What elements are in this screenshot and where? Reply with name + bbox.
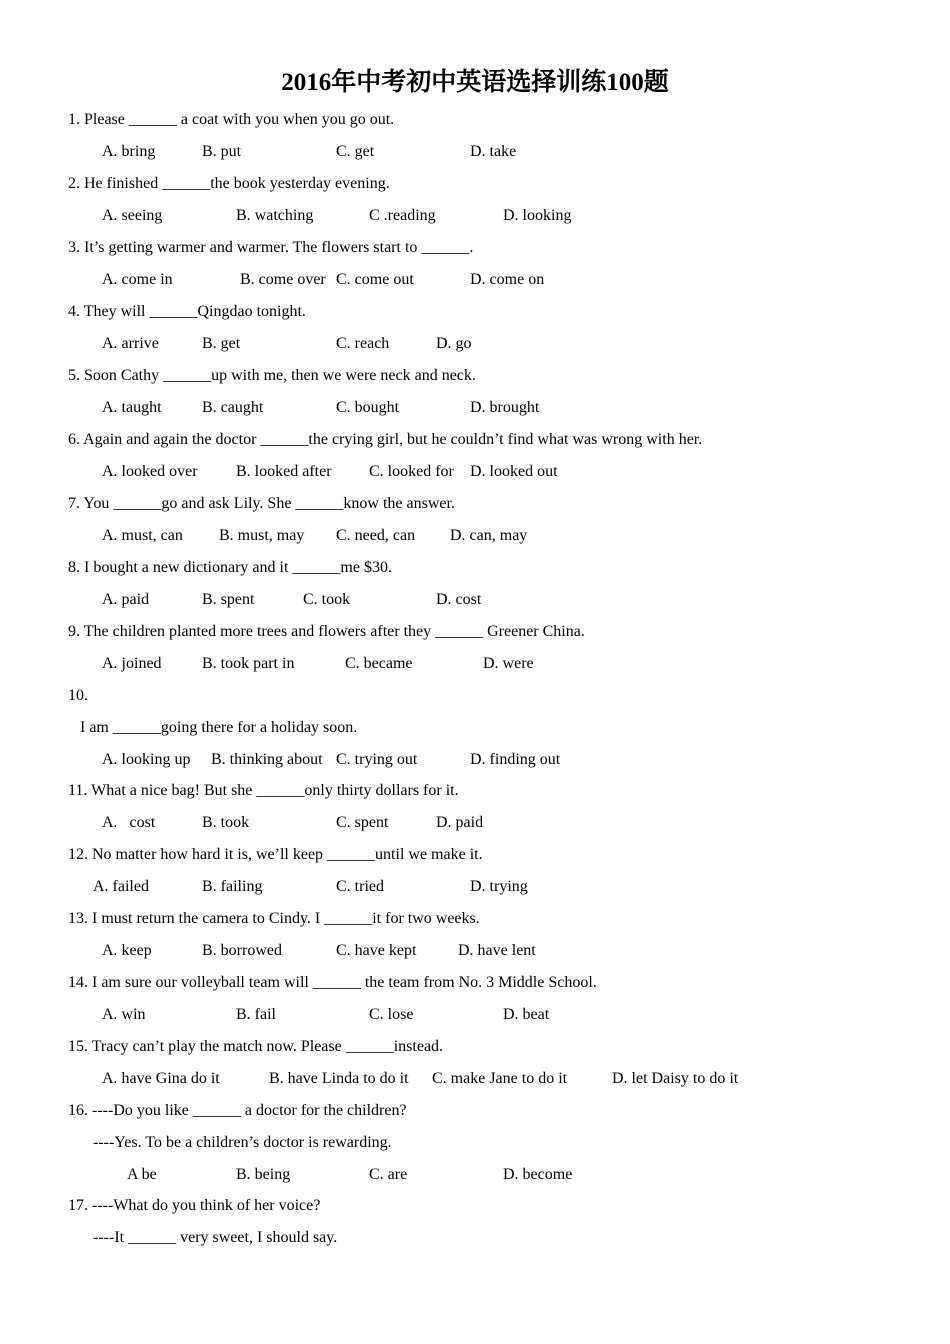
question-4-option-b: B. get	[202, 335, 241, 352]
question-12-option-d: D. trying	[470, 878, 528, 895]
question-5-option-a: A. taught	[102, 399, 162, 416]
question-17-stem: 17. ----What do you think of her voice?	[68, 1197, 321, 1214]
question-12-option-b: B. failing	[202, 878, 263, 895]
question-9-stem: 9. The children planted more trees and flowers after they ______ Greener China.	[68, 623, 585, 640]
question-7-option-c: C. need, can	[336, 527, 416, 544]
question-1-stem: 1. Please ______ a coat with you when you go out.	[68, 111, 395, 128]
question-6-option-b: B. looked after	[236, 463, 332, 480]
question-3-option-d: D. come on	[470, 271, 545, 288]
question-14-option-a: A. win	[102, 1006, 146, 1023]
question-13-option-c: C. have kept	[336, 942, 417, 959]
question-12-option-c: C. tried	[336, 878, 384, 895]
question-14-stem: 14. I am sure our volleyball team will ______ the team from No. 3 Middle School.	[68, 974, 597, 991]
question-15-option-c: C. make Jane to do it	[432, 1070, 568, 1087]
question-13-stem: 13. I must return the camera to Cindy. I ______it for two weeks.	[68, 910, 480, 927]
question-2-option-d: D. looking	[503, 207, 572, 224]
question-17-reply: ----It ______ very sweet, I should say.	[93, 1229, 338, 1246]
question-10-stem: I am ______going there for a holiday soon.	[80, 719, 358, 736]
question-2-option-b: B. watching	[236, 207, 314, 224]
question-8-stem: 8. I bought a new dictionary and it ______me $30.	[68, 559, 392, 576]
question-9-option-b: B. took part in	[202, 655, 295, 672]
question-6-stem: 6. Again and again the doctor ______the crying girl, but he couldn’t find what was wrong with her.	[68, 431, 703, 448]
question-6-option-c: C. looked for	[369, 463, 454, 480]
question-4-stem: 4. They will ______Qingdao tonight.	[68, 303, 306, 320]
question-4-option-d: D. go	[436, 335, 472, 352]
question-1-option-d: D. take	[470, 143, 517, 160]
question-1-option-b: B. put	[202, 143, 242, 160]
question-16-option-c: C. are	[369, 1166, 408, 1183]
question-8-option-d: D. cost	[436, 591, 482, 608]
question-11-option-d: D. paid	[436, 814, 484, 831]
question-9-option-a: A. joined	[102, 655, 162, 672]
question-5-stem: 5. Soon Cathy ______up with me, then we were neck and neck.	[68, 367, 476, 384]
question-14-option-c: C. lose	[369, 1006, 414, 1023]
question-6-option-a: A. looked over	[102, 463, 198, 480]
question-2-stem: 2. He finished ______the book yesterday evening.	[68, 175, 390, 192]
question-3-option-c: C. come out	[336, 271, 414, 288]
question-14-option-b: B. fail	[236, 1006, 276, 1023]
question-5-option-d: D. brought	[470, 399, 540, 416]
question-7-option-b: B. must, may	[219, 527, 305, 544]
question-8-option-b: B. spent	[202, 591, 255, 608]
question-3-stem: 3. It’s getting warmer and warmer. The flowers start to ______.	[68, 239, 474, 256]
question-4-option-a: A. arrive	[102, 335, 159, 352]
question-9-option-d: D. were	[483, 655, 534, 672]
page-title: 2016年中考初中英语选择训练100题	[281, 69, 669, 96]
question-15-option-b: B. have Linda to do it	[269, 1070, 409, 1087]
question-10-option-c: C. trying out	[336, 751, 418, 768]
question-16-reply: ----Yes. To be a children’s doctor is rewarding.	[93, 1134, 392, 1151]
question-15-option-d: D. let Daisy to do it	[612, 1070, 739, 1087]
question-10-number: 10.	[68, 687, 88, 704]
question-8-option-c: C. took	[303, 591, 351, 608]
question-11-stem: 11. What a nice bag! But she ______only thirty dollars for it.	[68, 782, 459, 799]
question-2-option-c: C .reading	[369, 207, 436, 224]
question-1-option-c: C. get	[336, 143, 375, 160]
question-14-option-d: D. beat	[503, 1006, 550, 1023]
question-16-option-d: D. become	[503, 1166, 573, 1183]
question-9-option-c: C. became	[345, 655, 413, 672]
question-7-option-d: D. can, may	[450, 527, 528, 544]
question-5-option-b: B. caught	[202, 399, 264, 416]
question-3-option-b: B. come over	[240, 271, 326, 288]
question-6-option-d: D. looked out	[470, 463, 558, 480]
question-7-stem: 7. You ______go and ask Lily. She ______know the answer.	[68, 495, 455, 512]
question-15-stem: 15. Tracy can’t play the match now. Please ______instead.	[68, 1038, 444, 1055]
question-11-option-b: B. took	[202, 814, 250, 831]
question-1-option-a: A. bring	[102, 143, 156, 160]
question-13-option-b: B. borrowed	[202, 942, 282, 959]
question-16-option-a: A be	[127, 1166, 157, 1183]
question-15-option-a: A. have Gina do it	[102, 1070, 220, 1087]
question-12-option-a: A. failed	[93, 878, 149, 895]
question-10-option-b: B. thinking about	[211, 751, 323, 768]
question-5-option-c: C. bought	[336, 399, 400, 416]
question-8-option-a: A. paid	[102, 591, 150, 608]
question-11-option-a: A. cost	[102, 814, 156, 831]
question-10-option-a: A. looking up	[102, 751, 191, 768]
question-4-option-c: C. reach	[336, 335, 390, 352]
question-13-option-a: A. keep	[102, 942, 152, 959]
question-13-option-d: D. have lent	[458, 942, 536, 959]
question-3-option-a: A. come in	[102, 271, 173, 288]
question-12-stem: 12. No matter how hard it is, we’ll keep ______until we make it.	[68, 846, 483, 863]
question-11-option-c: C. spent	[336, 814, 389, 831]
question-16-stem: 16. ----Do you like ______ a doctor for the children?	[68, 1102, 407, 1119]
question-2-option-a: A. seeing	[102, 207, 163, 224]
question-10-option-d: D. finding out	[470, 751, 561, 768]
question-16-option-b: B. being	[236, 1166, 291, 1183]
question-7-option-a: A. must, can	[102, 527, 183, 544]
